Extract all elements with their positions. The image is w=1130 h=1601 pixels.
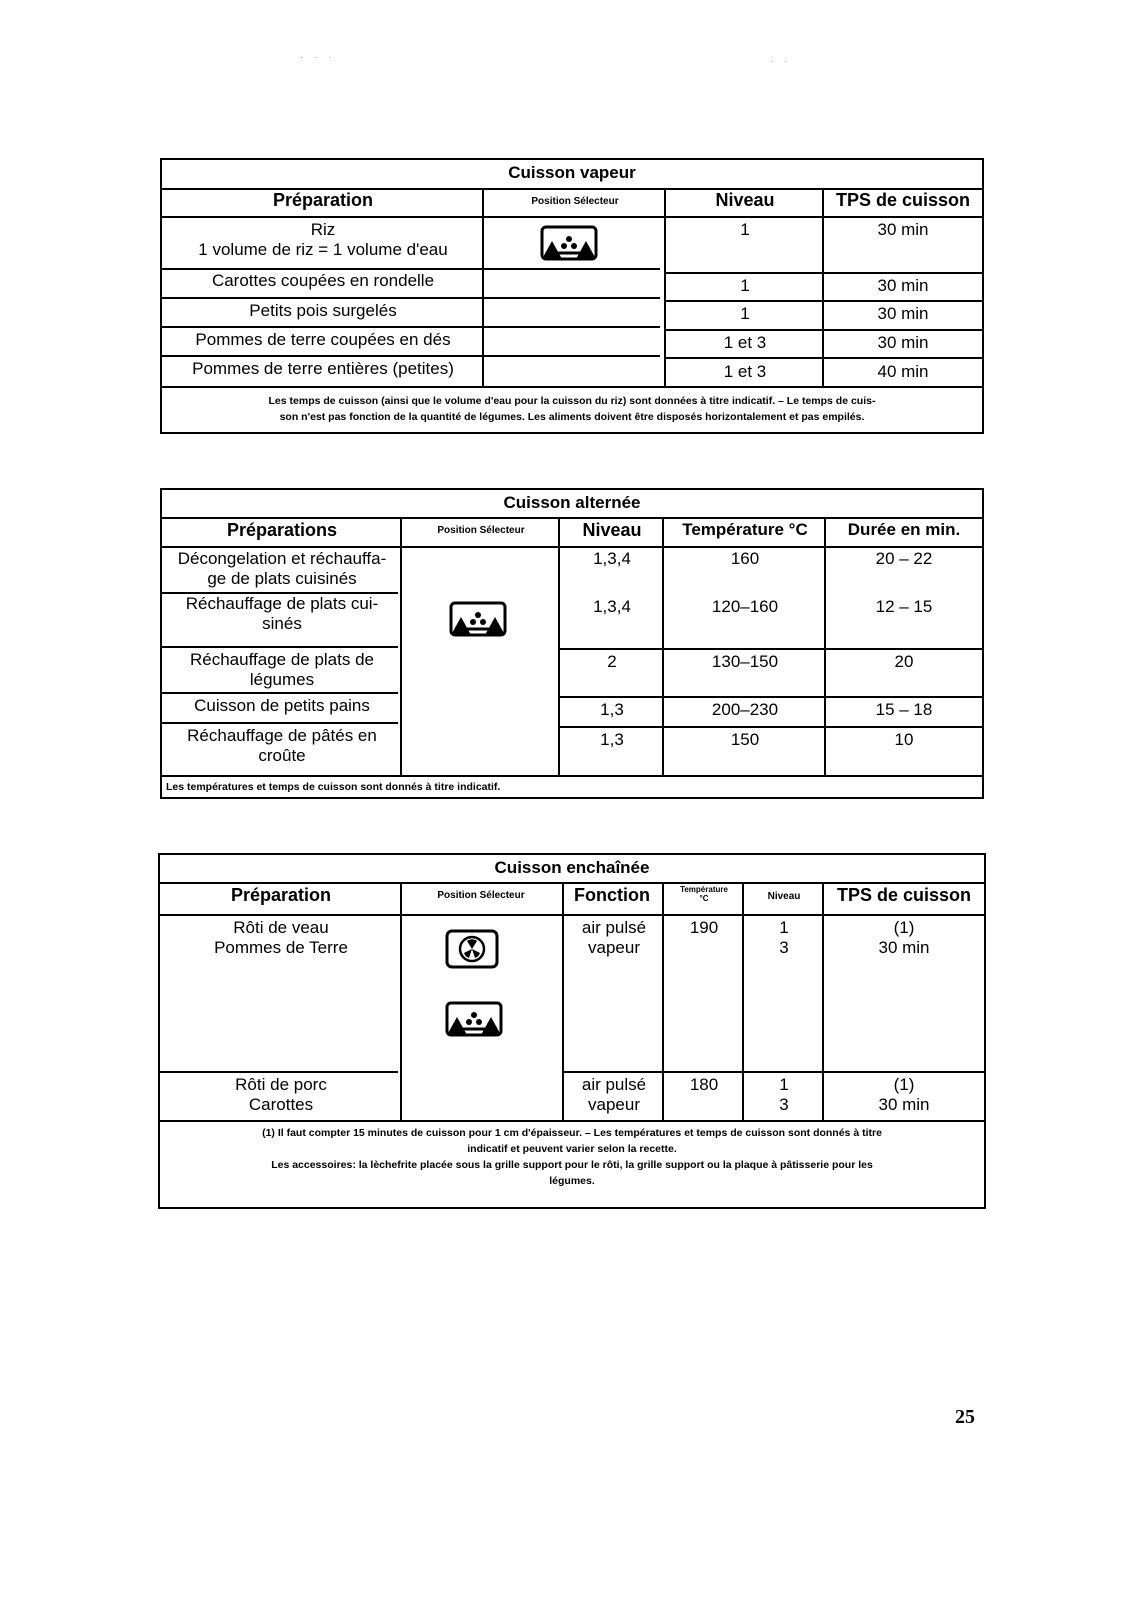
table-cell: Réchauffage de plats cui- sinés [185, 594, 379, 633]
table-title: Cuisson enchaînée [494, 858, 650, 877]
table-cell: 30 min [877, 304, 929, 323]
table-cell: 200–230 [711, 700, 779, 719]
scan-mark: · · · [300, 52, 336, 63]
steam-selector-icon [445, 999, 503, 1039]
table-cell: 190 [689, 918, 719, 937]
table-cell: Réchauffage de plats de légumes [190, 650, 374, 689]
header-temperature: Température °C [682, 520, 808, 539]
table-cell: 160 [730, 549, 760, 568]
table-cell: 30 min [877, 276, 929, 295]
header-preparation: Préparation [230, 885, 332, 905]
table-cell: Riz 1 volume de riz = 1 volume d'eau [198, 220, 448, 259]
header-function: Fonction [574, 885, 650, 905]
table-cell: 1 [740, 304, 750, 323]
table-cell: Rôti de veau Pommes de Terre [214, 918, 348, 957]
chained-cooking-table [158, 853, 986, 1209]
table-cell: Rôti de porc Carottes [235, 1075, 327, 1114]
table-cell: 1 et 3 [723, 333, 767, 352]
table-cell: 1,3 [600, 700, 624, 719]
header-level: Niveau [767, 891, 801, 902]
table-cell: 2 [607, 652, 617, 671]
scan-mark: · · [770, 56, 792, 67]
header-level: Niveau [582, 520, 642, 540]
table-cell: 1,3 [600, 730, 624, 749]
header-level: Niveau [715, 190, 775, 210]
table-cell: 1 3 [779, 918, 789, 957]
table-cell: Carottes coupées en rondelle [211, 271, 435, 290]
steam-selector-icon [449, 599, 507, 639]
table-cell: Pommes de terre coupées en dés [195, 330, 451, 349]
table-cell: 20 – 22 [875, 549, 933, 568]
table-cell: 10 [894, 730, 914, 749]
alternate-cooking-table [160, 488, 984, 799]
table-cell: Cuisson de petits pains [194, 696, 370, 715]
table-cell: 1 [740, 276, 750, 295]
table-note: Les températures et temps de cuisson sont donnés à titre indicatif. [166, 781, 501, 793]
table-cell: 20 [894, 652, 914, 671]
header-selector: Position Sélecteur [437, 890, 525, 901]
table-cell: 12 – 15 [875, 597, 933, 616]
table-cell: 15 – 18 [875, 700, 933, 719]
fan-selector-icon [445, 929, 499, 969]
table-cell: 1 et 3 [723, 362, 767, 381]
table-cell: 1,3,4 [593, 597, 631, 616]
table-title: Cuisson vapeur [508, 163, 636, 182]
table-cell: 30 min [877, 220, 929, 239]
header-duration: Durée en min. [847, 520, 961, 539]
steam-selector-icon [540, 223, 598, 263]
table-cell: (1) 30 min [878, 1075, 930, 1114]
table-cell: Pommes de terre entières (petites) [192, 359, 454, 378]
table-cell: 1 [740, 220, 750, 239]
table-cell: air pulsé vapeur [581, 1075, 647, 1114]
table-note: (1) Il faut compter 15 minutes de cuisson pour 1 cm d'épaisseur. – Les températures et temps de cuisson sont donnés à titre indicatif et peuvent varier selon la recette. Les accessoires: la lèchefrite placée sous la grille support pour le rôti, la grille support ou la plaque à pâtisserie pour les légumes. [262, 1127, 882, 1187]
table-cell: 1 3 [779, 1075, 789, 1114]
table-cell: air pulsé vapeur [581, 918, 647, 957]
table-cell: 1,3,4 [593, 549, 631, 568]
header-selector: Position Sélecteur [437, 525, 525, 536]
table-cell: 180 [689, 1075, 719, 1094]
table-cell: Décongelation et réchauffa- ge de plats cuisinés [177, 549, 387, 588]
table-cell: Petits pois surgelés [249, 301, 397, 320]
steam-cooking-table [160, 158, 984, 434]
header-time: TPS de cuisson [836, 885, 972, 905]
table-cell: 40 min [877, 362, 929, 381]
table-note: Les temps de cuisson (ainsi que le volume d'eau pour la cuisson du riz) sont données à titre indicatif. – Le temps de cuis- son n'est pas fonction de la quantité de légumes. Les aliments doivent être disposés horizontalement et pas empilés. [268, 395, 876, 423]
header-temperature: Température °C [680, 885, 728, 903]
header-preparations: Préparations [226, 520, 338, 540]
table-cell: (1) 30 min [878, 918, 930, 957]
table-cell: 120–160 [711, 597, 779, 616]
header-time: TPS de cuisson [835, 190, 971, 210]
table-cell: 130–150 [711, 652, 779, 671]
table-cell: 30 min [877, 333, 929, 352]
table-cell: Réchauffage de pâtés en croûte [187, 726, 377, 765]
header-preparation: Préparation [272, 190, 374, 210]
table-cell: 150 [730, 730, 760, 749]
table-title: Cuisson alternée [503, 493, 641, 512]
page-number: 25 [955, 1406, 975, 1428]
header-selector: Position Sélecteur [531, 196, 619, 207]
